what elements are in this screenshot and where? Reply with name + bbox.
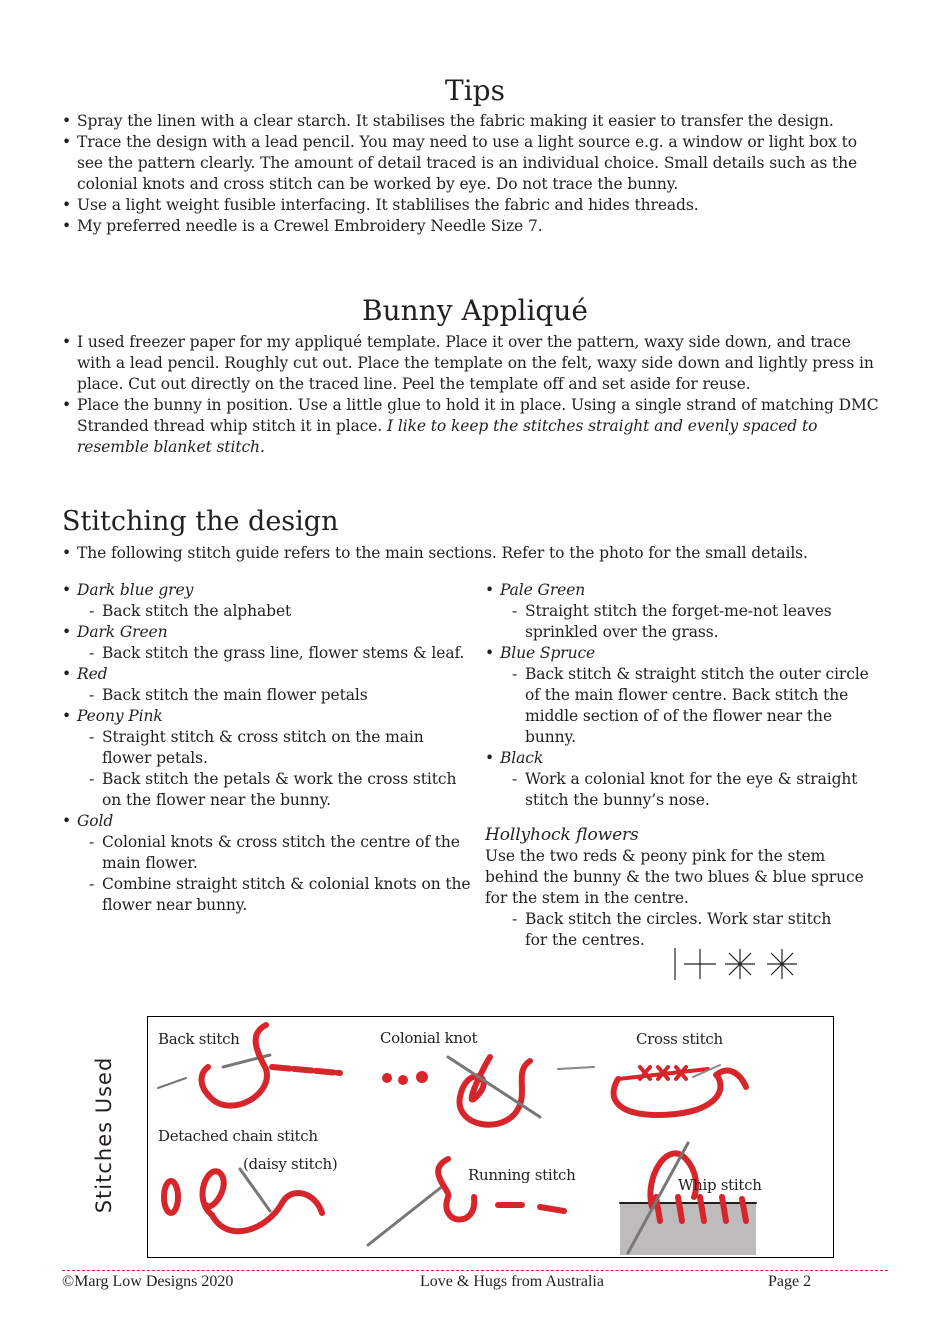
list-item: • The following stitch guide refers to the main sections. Refer to the photo for the small details.: [62, 543, 892, 564]
instruction: - Colonial knots & cross stitch the centre of the main flower.: [62, 832, 472, 874]
colour-pale-green: • Pale Green: [485, 580, 880, 601]
instruction: - Straight stitch the forget-me-not leaves sprinkled over the grass.: [485, 601, 880, 643]
list-item: • Trace the design with a lead pencil. You may need to use a light source e.g. a window or light box to see the pattern clearly. The amount of detail traced is an individual choice. Small details such as the colonial knots and cross stitch can be worked by eye. Do not trace the bunny.: [62, 132, 882, 195]
instruction: - Back stitch the main flower petals: [62, 685, 472, 706]
eight-point-star-icon: [767, 949, 797, 979]
instruction: - Combine straight stitch & colonial knots on the flower near bunny.: [62, 874, 472, 916]
footer-divider: [62, 1270, 888, 1271]
list-item: [62, 395, 882, 458]
six-point-star-icon: [725, 949, 755, 979]
instruction: - Back stitch the alphabet: [62, 601, 472, 622]
hollyhock-text: Use the two reds & peony pink for the stem behind the bunny & the two blues & blue spruce for the stem in the centre.: [485, 847, 864, 907]
list-item: • I used freezer paper for my appliqué template. Place it over the pattern, waxy side down, and trace with a lead pencil. Roughly cut out. Place the template on the felt, waxy side down and lightly press in place. Cut out directly on the traced line. Peel the template off and set aside for reuse.: [62, 332, 882, 395]
stitch-guide-left: [62, 580, 472, 916]
cross-stitch-illustration: [614, 1065, 746, 1115]
colour-dark-green: • Dark Green: [62, 622, 472, 643]
instruction: - Work a colonial knot for the eye & straight stitch the bunny’s nose.: [485, 769, 880, 811]
colonial-knot-illustration: [382, 1057, 594, 1125]
stitch-guide-right: [485, 580, 880, 951]
daisy-stitch-label: (daisy stitch): [243, 1155, 338, 1173]
footer-page-number: Page 2: [768, 1273, 812, 1290]
bunny-item2-text: Place the bunny in position. Use a little glue to hold it in place. Using a single strand of matching DMC Stranded thread whip stitch it in place.: [77, 396, 879, 435]
stitches-used-label: Stitches Used: [92, 1056, 116, 1214]
whip-stitch-illustration: [620, 1143, 756, 1255]
bunny-list: [62, 332, 882, 458]
star-stitch-diagram: [670, 944, 802, 984]
instruction: - Back stitch the circles. Work star stitch for the centres.: [485, 909, 880, 951]
tips-heading: Tips: [445, 74, 505, 107]
running-stitch-label: Running stitch: [468, 1166, 576, 1184]
instruction: - Straight stitch & cross stitch on the main flower petals.: [62, 727, 472, 769]
stitches-used-panel: [147, 1016, 834, 1258]
instruction: - Back stitch & straight stitch the outer circle of the main flower centre. Back stitch the middle section of of the flower near the bunny.: [485, 664, 880, 748]
colour-red: • Red: [62, 664, 472, 685]
hollyhock-title: Hollyhock flowers: [485, 825, 639, 845]
cross-stitch-label: Cross stitch: [636, 1030, 723, 1048]
bunny-item2-italic: I like to keep the stitches straight and evenly spaced to resemble blanket stitch.: [77, 417, 818, 456]
cross-star-icon: [684, 949, 716, 979]
tips-list: [62, 111, 882, 237]
list-item: • My preferred needle is a Crewel Embroidery Needle Size 7.: [62, 216, 882, 237]
colour-blue-spruce: • Blue Spruce: [485, 643, 880, 664]
detached-chain-label: Detached chain stitch: [158, 1127, 318, 1145]
colour-black: • Black: [485, 748, 880, 769]
list-item: • Use a light weight fusible interfacing. It stablilises the fabric and hides threads.: [62, 195, 882, 216]
stitching-heading: Stitching the design: [62, 506, 339, 537]
list-item: • Spray the linen with a clear starch. It stabilises the fabric making it easier to transfer the design.: [62, 111, 882, 132]
colonial-knot-label: Colonial knot: [380, 1029, 478, 1047]
stitching-intro: [62, 543, 892, 564]
colour-peony-pink: • Peony Pink: [62, 706, 472, 727]
back-stitch-label: Back stitch: [158, 1030, 240, 1048]
instruction: - Back stitch the grass line, flower stems & leaf.: [62, 643, 472, 664]
whip-stitch-label: Whip stitch: [678, 1176, 762, 1194]
bunny-heading: Bunny Appliqué: [362, 294, 588, 327]
colour-dark-blue-grey: • Dark blue grey: [62, 580, 472, 601]
colour-gold: • Gold: [62, 811, 472, 832]
detached-chain-illustration: [164, 1169, 322, 1231]
stitches-used-label-wrap: [70, 1015, 138, 1255]
footer-copyright: ©Marg Low Designs 2020: [62, 1273, 234, 1290]
footer-tagline: Love & Hugs from Australia: [420, 1273, 604, 1290]
instruction: - Back stitch the petals & work the cross stitch on the flower near the bunny.: [62, 769, 472, 811]
